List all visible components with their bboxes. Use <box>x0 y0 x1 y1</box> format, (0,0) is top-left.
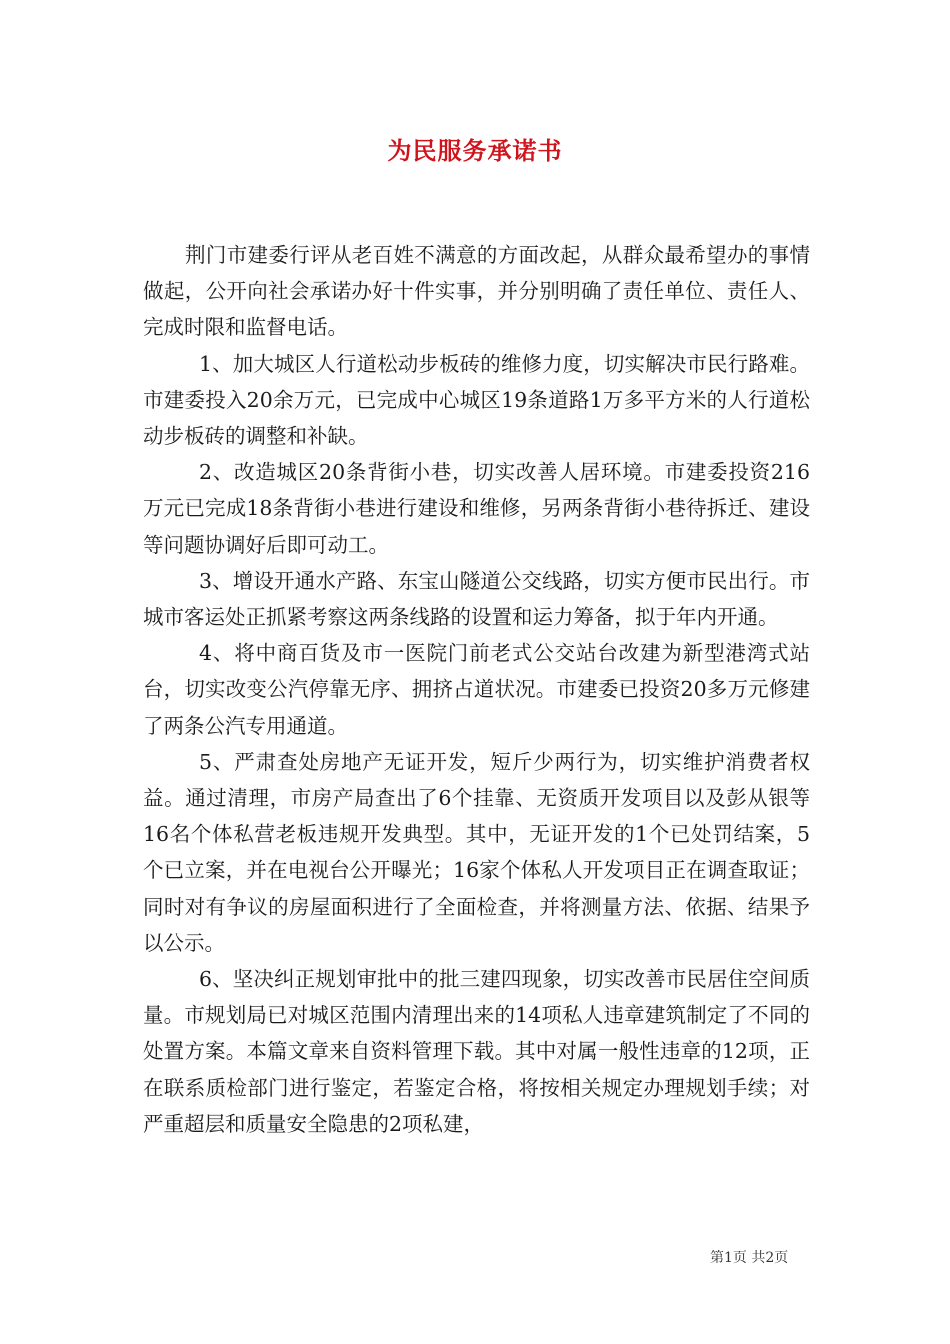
document-body <box>143 237 810 1142</box>
item-paragraph-1: 1、加大城区人行道松动步板砖的维修力度，切实解决市民行路难。市建委投入20余万元，已完成中心城区19条道路1万多平方米的人行道松动步板砖的调整和补缺。 <box>143 351 810 449</box>
item-paragraph-3: 3、增设开通水产路、东宝山隧道公交线路，切实方便市民出行。市城市客运处正抓紧考察这两条线路的设置和运力筹备，拟于年内开通。 <box>143 568 810 630</box>
document-title: 为民服务承诺书 <box>387 136 563 165</box>
item-paragraph-5: 5、严肃查处房地产无证开发，短斤少两行为，切实维护消费者权益。通过清理，市房产局查出了6个挂靠、无资质开发项目以及彭从银等16名个体私营老板违规开发典型。其中，无证开发的1个已处罚结案，5个已立案，并在电视台公开曝光；16家个体私人开发项目正在调查取证；同时对有争议的房屋面积进行了全面检查，并将测量方法、依据、结果予以公示。 <box>143 749 810 955</box>
item-paragraph-2: 2、改造城区20条背街小巷，切实改善人居环境。市建委投资216万元已完成18条背街小巷进行建设和维修，另两条背街小巷待拆迁、建设等问题协调好后即可动工。 <box>143 460 810 557</box>
item-paragraph-4: 4、将中商百货及市一医院门前老式公交站台改建为新型港湾式站台，切实改变公汽停靠无序、拥挤占道状况。市建委已投资20多万元修建了两条公汽专用通道。 <box>143 641 810 738</box>
intro-paragraph: 荆门市建委行评从老百姓不满意的方面改起，从群众最希望办的事情做起，公开向社会承诺办好十件实事，并分别明确了责任单位、责任人、完成时限和监督电话。 <box>143 243 810 340</box>
page-number: 第1页 共2页 <box>710 1250 789 1266</box>
item-paragraph-6: 6、坚决纠正规划审批中的批三建四现象，切实改善市民居住空间质量。市规划局已对城区范围内清理出来的14项私人违章建筑制定了不同的处置方案。本篇文章来自资料管理下载。其中对属一般性违章的12项，正在联系质检部门进行鉴定，若鉴定合格，将按相关规定办理规划手续；对严重超层和质量安全隐患的2项私建， <box>143 967 810 1136</box>
